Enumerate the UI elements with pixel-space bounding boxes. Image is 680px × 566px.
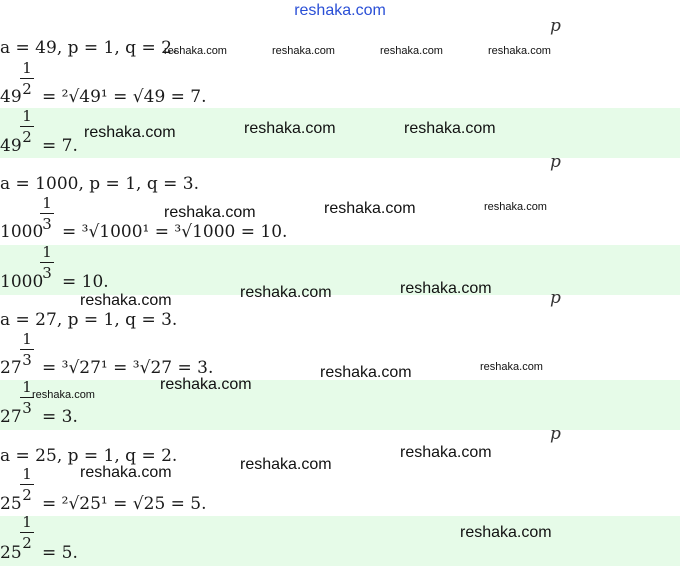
numerator: 1: [22, 330, 32, 348]
result-line-1: = 7.: [42, 136, 78, 156]
watermark: reshaka.com: [404, 120, 496, 137]
result-line-4: = 5.: [42, 543, 78, 563]
p-label: p: [550, 152, 561, 172]
highlight-band-4: [0, 513, 680, 566]
watermark: reshaka.com: [240, 456, 332, 473]
fraction-bar: [20, 78, 34, 79]
base-1b: 49: [0, 136, 22, 156]
numerator: 1: [22, 465, 32, 483]
fraction-bar: [40, 262, 54, 263]
watermark: reshaka.com: [32, 389, 95, 401]
fraction-bar: [20, 349, 34, 350]
p-label: p: [550, 288, 561, 308]
fraction-bar: [20, 532, 34, 533]
watermark: reshaka.com: [400, 444, 492, 461]
fraction-bar: [20, 484, 34, 485]
watermark: reshaka.com: [380, 45, 443, 57]
numerator: 1: [22, 107, 32, 125]
given-line-1: a = 49, p = 1, q = 2.: [0, 38, 178, 58]
fraction-bar: [20, 126, 34, 127]
exponent-fraction-2: [40, 195, 54, 232]
watermark: reshaka.com: [488, 45, 551, 57]
exponent-fraction-4: [20, 466, 34, 503]
base-3b: 27: [0, 407, 22, 427]
p-label: p: [550, 16, 561, 36]
p-label: p: [550, 424, 561, 444]
denominator: 2: [22, 80, 32, 98]
exponent-fraction-1b: [20, 108, 34, 145]
numerator: 1: [42, 243, 52, 261]
site-header-link[interactable]: reshaka.com: [294, 2, 386, 19]
root-line-2: = ³√1000¹ = ³√1000 = 10.: [62, 222, 288, 242]
watermark: reshaka.com: [164, 45, 227, 57]
exponent-fraction-4b: [20, 514, 34, 551]
watermark: reshaka.com: [164, 204, 256, 221]
exponent-fraction-3: [20, 331, 34, 368]
highlight-band-3: [0, 380, 680, 430]
denominator: 2: [22, 128, 32, 146]
given-line-4: a = 25, p = 1, q = 2.: [0, 446, 178, 466]
watermark: reshaka.com: [324, 200, 416, 217]
base-1: 49: [0, 87, 22, 107]
numerator: 1: [22, 513, 32, 531]
denominator: 3: [42, 264, 52, 282]
root-line-1: = ²√49¹ = √49 = 7.: [42, 87, 207, 107]
base-4: 25: [0, 494, 22, 514]
exponent-fraction-2b: [40, 244, 54, 281]
result-line-2: = 10.: [62, 272, 109, 292]
watermark: reshaka.com: [400, 280, 492, 297]
watermark: reshaka.com: [240, 284, 332, 301]
base-3: 27: [0, 358, 22, 378]
numerator: 1: [22, 59, 32, 77]
denominator: 3: [22, 351, 32, 369]
watermark: reshaka.com: [244, 120, 336, 137]
fraction-bar: [40, 213, 54, 214]
numerator: 1: [22, 378, 32, 396]
watermark: reshaka.com: [80, 464, 172, 481]
numerator: 1: [42, 194, 52, 212]
denominator: 3: [42, 215, 52, 233]
exponent-fraction-1: [20, 60, 34, 97]
watermark: reshaka.com: [480, 361, 543, 373]
base-2: 1000: [0, 222, 44, 242]
root-line-3: = ³√27¹ = ³√27 = 3.: [42, 358, 214, 378]
denominator: 2: [22, 534, 32, 552]
watermark: reshaka.com: [84, 124, 176, 141]
watermark: reshaka.com: [484, 201, 547, 213]
denominator: 3: [22, 399, 32, 417]
base-2b: 1000: [0, 272, 44, 292]
root-line-4: = ²√25¹ = √25 = 5.: [42, 494, 207, 514]
watermark: reshaka.com: [272, 45, 335, 57]
result-line-3: = 3.: [42, 407, 78, 427]
watermark: reshaka.com: [80, 292, 172, 309]
given-line-2: a = 1000, p = 1, q = 3.: [0, 174, 199, 194]
base-4b: 25: [0, 543, 22, 563]
watermark: reshaka.com: [320, 364, 412, 381]
given-line-3: a = 27, p = 1, q = 3.: [0, 310, 178, 330]
denominator: 2: [22, 486, 32, 504]
watermark: reshaka.com: [160, 376, 252, 393]
watermark: reshaka.com: [460, 524, 552, 541]
